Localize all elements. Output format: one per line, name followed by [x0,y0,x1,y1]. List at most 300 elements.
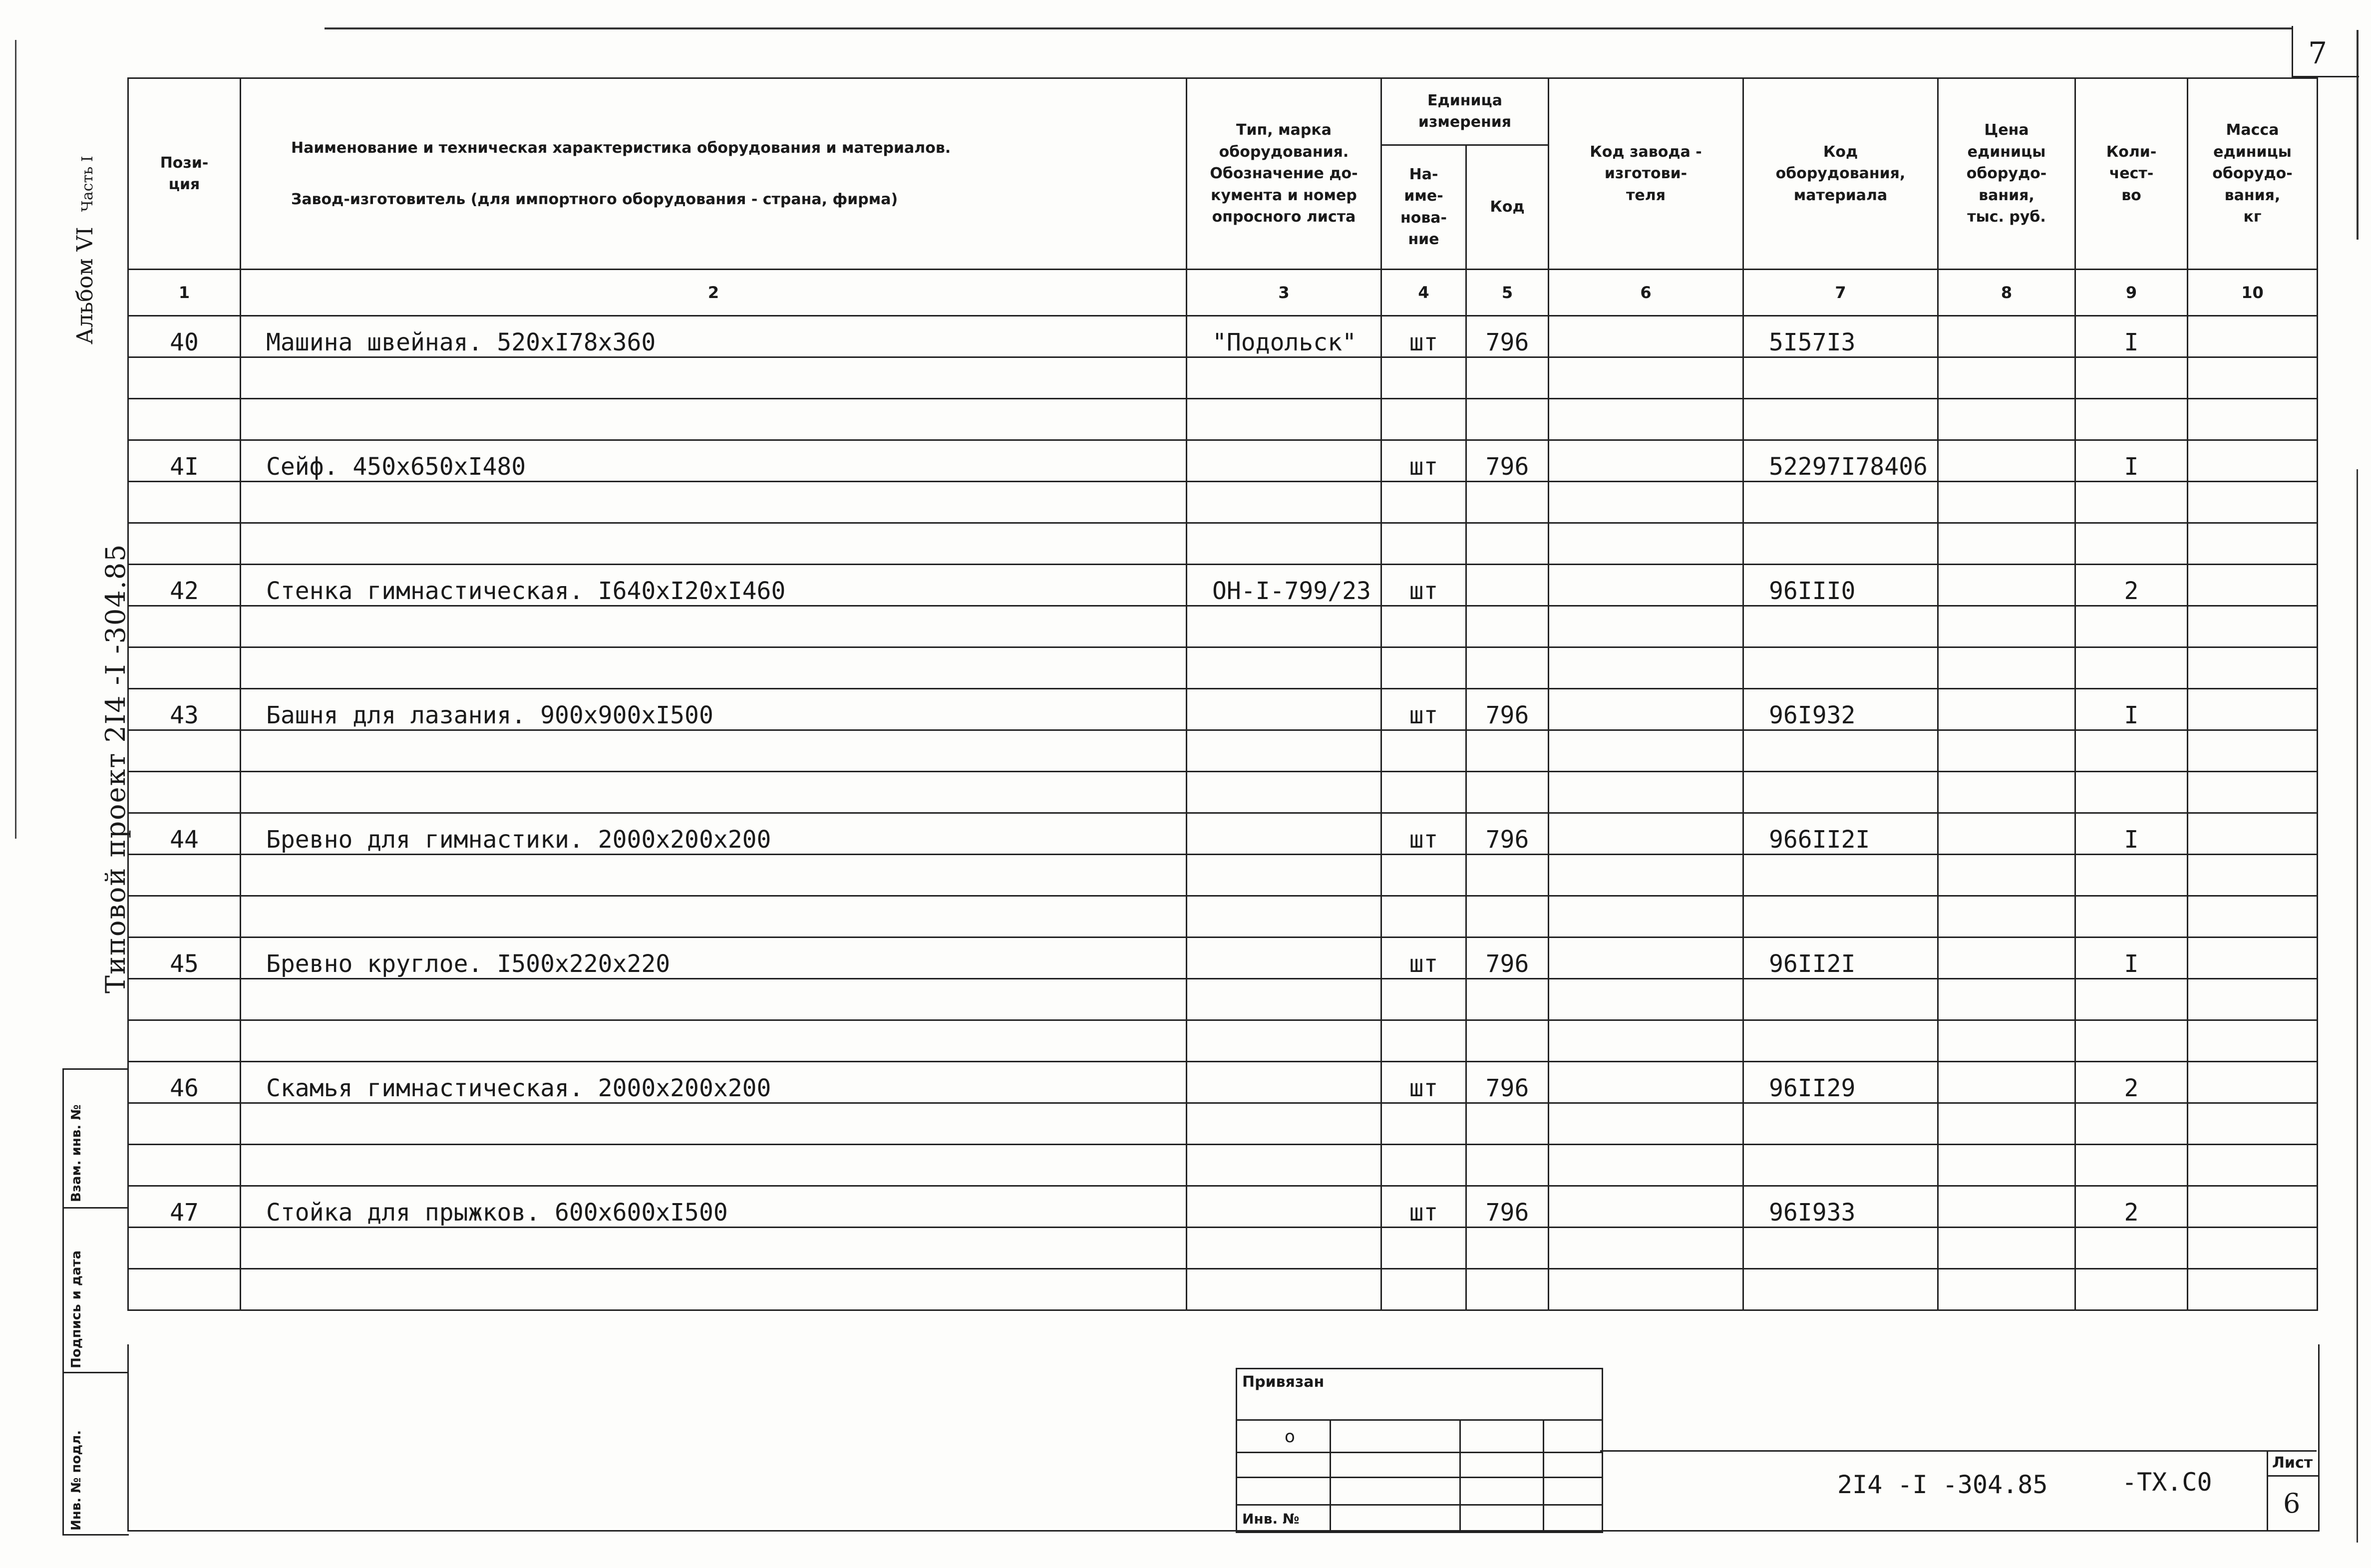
blank-cell [1187,1269,1381,1310]
blank-cell [1466,647,1549,689]
blank-cell [2075,855,2188,896]
row-price [1938,316,2075,357]
header-mass: Масса единицы оборудо- вания, кг [2188,78,2318,270]
blank-cell [241,1020,1187,1062]
blank-cell [241,606,1187,647]
blank-cell [1743,730,1938,772]
row-equip-code: 96III0 [1743,565,1938,606]
privyazan-vline [1459,1419,1461,1532]
row-factory-code [1549,689,1743,730]
blank-cell [1743,357,1938,399]
blank-cell [1743,606,1938,647]
blank-cell [2188,855,2318,896]
row-unit: шт [1381,1062,1466,1103]
blank-cell [1466,1020,1549,1062]
blank-cell [1466,772,1549,813]
table-blank-row [128,772,2318,813]
blank-cell [1938,896,2075,938]
blank-cell [1743,896,1938,938]
row-unit-code: 796 [1466,440,1549,482]
blank-cell [1187,896,1381,938]
blank-cell [1381,1103,1466,1145]
blank-cell [1187,606,1381,647]
blank-cell [1938,1228,2075,1269]
blank-cell [1743,855,1938,896]
row-qty: I [2075,813,2188,855]
row-qty: 2 [2075,1186,2188,1228]
row-qty: I [2075,316,2188,357]
blank-cell [1187,1228,1381,1269]
row-price [1938,689,2075,730]
privyazan-line [1237,1419,1602,1421]
left-border-line [15,40,16,839]
blank-cell [1549,606,1743,647]
col-num: 10 [2188,270,2318,316]
blank-cell [128,1269,241,1310]
row-price [1938,440,2075,482]
col-num: 3 [1187,270,1381,316]
stamp-inv-podl [64,1372,129,1533]
row-mass [2188,813,2318,855]
blank-cell [1938,855,2075,896]
table-row [128,938,2318,979]
header-equip-code: Код оборудования, материала [1743,78,1938,270]
table-body [128,316,2318,1310]
stamp-vzam [64,1070,129,1207]
row-pos: 4I [128,440,241,482]
row-mass [2188,565,2318,606]
blank-cell [1381,896,1466,938]
blank-cell [1187,979,1381,1020]
blank-cell [241,357,1187,399]
blank-cell [1381,1145,1466,1186]
blank-cell [2188,399,2318,440]
row-type: "Подольск" [1187,316,1381,357]
col-num: 6 [1549,270,1743,316]
blank-cell [128,357,241,399]
row-type [1187,938,1381,979]
blank-cell [241,1228,1187,1269]
col-num: 8 [1938,270,2075,316]
table-blank-row [128,730,2318,772]
blank-cell [1381,1020,1466,1062]
blank-cell [128,1103,241,1145]
col-num: 4 [1381,270,1466,316]
blank-cell [241,730,1187,772]
row-equip-code: 96II2I [1743,938,1938,979]
row-name: Бревно для гимнастики. 2000х200х200 [241,813,1187,855]
blank-cell [1938,523,2075,565]
row-qty: I [2075,938,2188,979]
blank-cell [128,979,241,1020]
equipment-spec-table [127,77,2318,1311]
blank-cell [241,399,1187,440]
blank-cell [1938,1103,2075,1145]
blank-cell [1549,1103,1743,1145]
blank-cell [1938,647,2075,689]
blank-cell [1938,1145,2075,1186]
blank-cell [1743,1103,1938,1145]
blank-cell [1743,1269,1938,1310]
header-row [128,78,2318,145]
blank-cell [2075,1145,2188,1186]
blank-cell [241,1103,1187,1145]
blank-cell [2188,647,2318,689]
blank-cell [1743,399,1938,440]
row-pos: 47 [128,1186,241,1228]
blank-cell [1381,1228,1466,1269]
row-mass [2188,689,2318,730]
row-unit-code: 796 [1466,1186,1549,1228]
blank-cell [1549,855,1743,896]
table-row [128,565,2318,606]
blank-cell [1938,482,2075,523]
blank-cell [1187,647,1381,689]
blank-cell [1381,399,1466,440]
row-price [1938,565,2075,606]
blank-cell [1187,855,1381,896]
row-equip-code: 966II2I [1743,813,1938,855]
sheet-separator [2268,1475,2318,1477]
header-name [241,78,1187,270]
row-qty: 2 [2075,565,2188,606]
blank-cell [128,772,241,813]
blank-cell [1381,772,1466,813]
row-unit-code: 796 [1466,689,1549,730]
blank-cell [1187,1145,1381,1186]
table-blank-row [128,896,2318,938]
blank-cell [241,855,1187,896]
blank-cell [2075,772,2188,813]
row-type [1187,813,1381,855]
row-unit-code: 796 [1466,813,1549,855]
header-factory-code: Код завода - изготови- теля [1549,78,1743,270]
blank-cell [1549,523,1743,565]
table-blank-row [128,1103,2318,1145]
table-blank-row [128,523,2318,565]
blank-cell [2188,979,2318,1020]
blank-cell [1743,1145,1938,1186]
blank-cell [1187,523,1381,565]
blank-cell [1549,772,1743,813]
header-name-line1: Наименование и техническая характеристика оборудования и материалов. [291,139,951,157]
header-unit-name: На- име- нова- ние [1381,145,1466,269]
code-separator [1600,1450,2317,1452]
blank-cell [1549,357,1743,399]
blank-cell [1549,647,1743,689]
blank-cell [1187,1103,1381,1145]
blank-cell [241,647,1187,689]
row-unit-code [1466,565,1549,606]
blank-cell [1549,399,1743,440]
row-mass [2188,1062,2318,1103]
row-price [1938,1186,2075,1228]
table-blank-row [128,647,2318,689]
blank-cell [241,896,1187,938]
blank-cell [1938,730,2075,772]
blank-cell [1466,855,1549,896]
stamp-vzam-label: Взам. инв. № [69,1104,84,1202]
blank-cell [1466,357,1549,399]
blank-cell [1466,482,1549,523]
title-block [127,1344,2320,1532]
row-name: Стойка для прыжков. 600х600хI500 [241,1186,1187,1228]
table-blank-row [128,357,2318,399]
privyazan-line [1237,1452,1602,1453]
blank-cell [1549,979,1743,1020]
blank-cell [1381,647,1466,689]
row-unit: шт [1381,565,1466,606]
blank-cell [1549,1228,1743,1269]
row-type [1187,1186,1381,1228]
blank-cell [1743,1228,1938,1269]
blank-cell [1466,606,1549,647]
row-factory-code [1549,813,1743,855]
blank-cell [1466,523,1549,565]
table-row [128,316,2318,357]
blank-cell [2188,1269,2318,1310]
table-blank-row [128,482,2318,523]
row-factory-code [1549,1062,1743,1103]
row-equip-code: 96II29 [1743,1062,1938,1103]
blank-cell [128,482,241,523]
row-unit-code: 796 [1466,938,1549,979]
table-row [128,1062,2318,1103]
blank-cell [1938,399,2075,440]
blank-cell [1187,357,1381,399]
blank-cell [2075,482,2188,523]
blank-cell [1187,772,1381,813]
row-unit: шт [1381,689,1466,730]
blank-cell [1743,482,1938,523]
blank-cell [128,606,241,647]
table-row [128,440,2318,482]
stamp-podpis [64,1207,129,1373]
blank-cell [241,979,1187,1020]
blank-cell [1549,482,1743,523]
blank-cell [1549,1020,1743,1062]
blank-cell [2075,1269,2188,1310]
blank-cell [2188,482,2318,523]
blank-cell [1381,979,1466,1020]
blank-cell [1466,979,1549,1020]
blank-cell [128,730,241,772]
row-pos: 44 [128,813,241,855]
blank-cell [2075,647,2188,689]
blank-cell [2075,523,2188,565]
row-equip-code: 96I933 [1743,1186,1938,1228]
row-price [1938,813,2075,855]
blank-cell [2188,1103,2318,1145]
top-border-line [325,27,2292,29]
blank-cell [2188,896,2318,938]
blank-cell [2188,523,2318,565]
table-blank-row [128,606,2318,647]
part-text: Часть I [79,156,96,212]
blank-cell [2075,357,2188,399]
table-blank-row [128,1269,2318,1310]
blank-cell [1466,1228,1549,1269]
blank-cell [1938,1269,2075,1310]
row-qty: 2 [2075,1062,2188,1103]
blank-cell [128,855,241,896]
row-name: Машина швейная. 520хI78х360 [241,316,1187,357]
privyazan-o-mark: о [1285,1427,1295,1447]
blank-cell [241,1269,1187,1310]
blank-cell [1743,979,1938,1020]
header-unit-group: Единица измерения [1381,78,1549,145]
blank-cell [1187,482,1381,523]
col-num: 5 [1466,270,1549,316]
row-type [1187,689,1381,730]
row-unit: шт [1381,813,1466,855]
blank-cell [128,523,241,565]
row-factory-code [1549,938,1743,979]
blank-cell [1381,855,1466,896]
blank-cell [2188,606,2318,647]
blank-cell [1466,1103,1549,1145]
blank-cell [2188,1145,2318,1186]
blank-cell [1466,730,1549,772]
col-num: 9 [2075,270,2188,316]
blank-cell [2188,1020,2318,1062]
blank-cell [1549,896,1743,938]
sheet-box [2267,1450,2318,1530]
row-mass [2188,316,2318,357]
blank-cell [1381,1269,1466,1310]
blank-cell [2075,979,2188,1020]
row-name: Башня для лазания. 900х900хI500 [241,689,1187,730]
privyazan-block [1236,1368,1603,1533]
row-equip-code: 96I932 [1743,689,1938,730]
row-type: ОН-I-799/23 [1187,565,1381,606]
row-unit: шт [1381,938,1466,979]
blank-cell [1466,1269,1549,1310]
page-number: 7 [2308,36,2328,71]
page-number-box [2292,26,2359,77]
blank-cell [1381,523,1466,565]
blank-cell [2075,730,2188,772]
row-name: Сейф. 450х650хI480 [241,440,1187,482]
privyazan-vline [1330,1419,1331,1532]
blank-cell [1381,606,1466,647]
blank-cell [2188,772,2318,813]
blank-cell [2075,1020,2188,1062]
sheet-label: Лист [2272,1454,2313,1472]
privyazan-inv-no: Инв. № [1242,1511,1300,1527]
col-num: 7 [1743,270,1938,316]
blank-cell [1381,357,1466,399]
blank-cell [241,772,1187,813]
privyazan-label: Привязан [1242,1373,1325,1391]
header-type: Тип, марка оборудования. Обозначение до- кумента и номер опросного листа [1187,78,1381,270]
stamp-inv-podl-label: Инв. № подл. [69,1430,84,1531]
table-blank-row [128,1145,2318,1186]
row-unit: шт [1381,440,1466,482]
row-type [1187,440,1381,482]
blank-cell [1466,1145,1549,1186]
album-label [72,156,98,344]
project-label: Типовой проект 2I4 -I -304.85 [100,543,131,993]
row-factory-code [1549,316,1743,357]
row-name: Бревно круглое. I500х220х220 [241,938,1187,979]
document-suffix: -ТХ.С0 [2122,1468,2212,1497]
row-pos: 40 [128,316,241,357]
blank-cell [128,1228,241,1269]
row-equip-code: 52297I78406 [1743,440,1938,482]
row-unit: шт [1381,316,1466,357]
blank-cell [1466,896,1549,938]
blank-cell [241,1145,1187,1186]
blank-cell [1549,1145,1743,1186]
row-qty: I [2075,689,2188,730]
row-factory-code [1549,1186,1743,1228]
row-unit: шт [1381,1186,1466,1228]
header-price: Цена единицы оборудо- вания, тыс. руб. [1938,78,2075,270]
blank-cell [2188,1228,2318,1269]
row-unit-code: 796 [1466,1062,1549,1103]
row-qty: I [2075,440,2188,482]
row-factory-code [1549,440,1743,482]
blank-cell [241,482,1187,523]
column-number-row [128,270,2318,316]
row-unit-code: 796 [1466,316,1549,357]
blank-cell [128,1145,241,1186]
blank-cell [1938,606,2075,647]
row-pos: 43 [128,689,241,730]
header-pos: Пози- ция [128,78,241,270]
blank-cell [2075,1103,2188,1145]
blank-cell [1549,1269,1743,1310]
album-text: Альбом VI [72,227,98,344]
row-pos: 46 [128,1062,241,1103]
blank-cell [1187,730,1381,772]
row-factory-code [1549,565,1743,606]
blank-cell [1466,399,1549,440]
row-name: Скамья гимнастическая. 2000х200х200 [241,1062,1187,1103]
blank-cell [128,1020,241,1062]
blank-cell [1381,730,1466,772]
table-blank-row [128,399,2318,440]
approval-stamp [62,1068,129,1536]
blank-cell [1381,482,1466,523]
blank-cell [241,523,1187,565]
blank-cell [1938,357,2075,399]
col-num: 2 [241,270,1187,316]
row-type [1187,1062,1381,1103]
row-name: Стенка гимнастическая. I640хI20хI460 [241,565,1187,606]
blank-cell [128,399,241,440]
header-name-line2: Завод-изготовитель (для импортного оборудования - страна, фирма) [291,191,898,208]
blank-cell [1938,1020,2075,1062]
table-blank-row [128,855,2318,896]
col-num: 1 [128,270,241,316]
blank-cell [2075,606,2188,647]
blank-cell [1187,399,1381,440]
privyazan-line [1237,1477,1602,1478]
row-mass [2188,1186,2318,1228]
blank-cell [1743,1020,1938,1062]
blank-cell [2188,357,2318,399]
sheet-number: 6 [2283,1488,2301,1519]
table-row [128,813,2318,855]
table-blank-row [128,979,2318,1020]
header-qty: Коли- чест- во [2075,78,2188,270]
blank-cell [1187,1020,1381,1062]
blank-cell [1938,772,2075,813]
table-row [128,689,2318,730]
document-code: 2I4 -I -304.85 [1837,1470,2048,1499]
